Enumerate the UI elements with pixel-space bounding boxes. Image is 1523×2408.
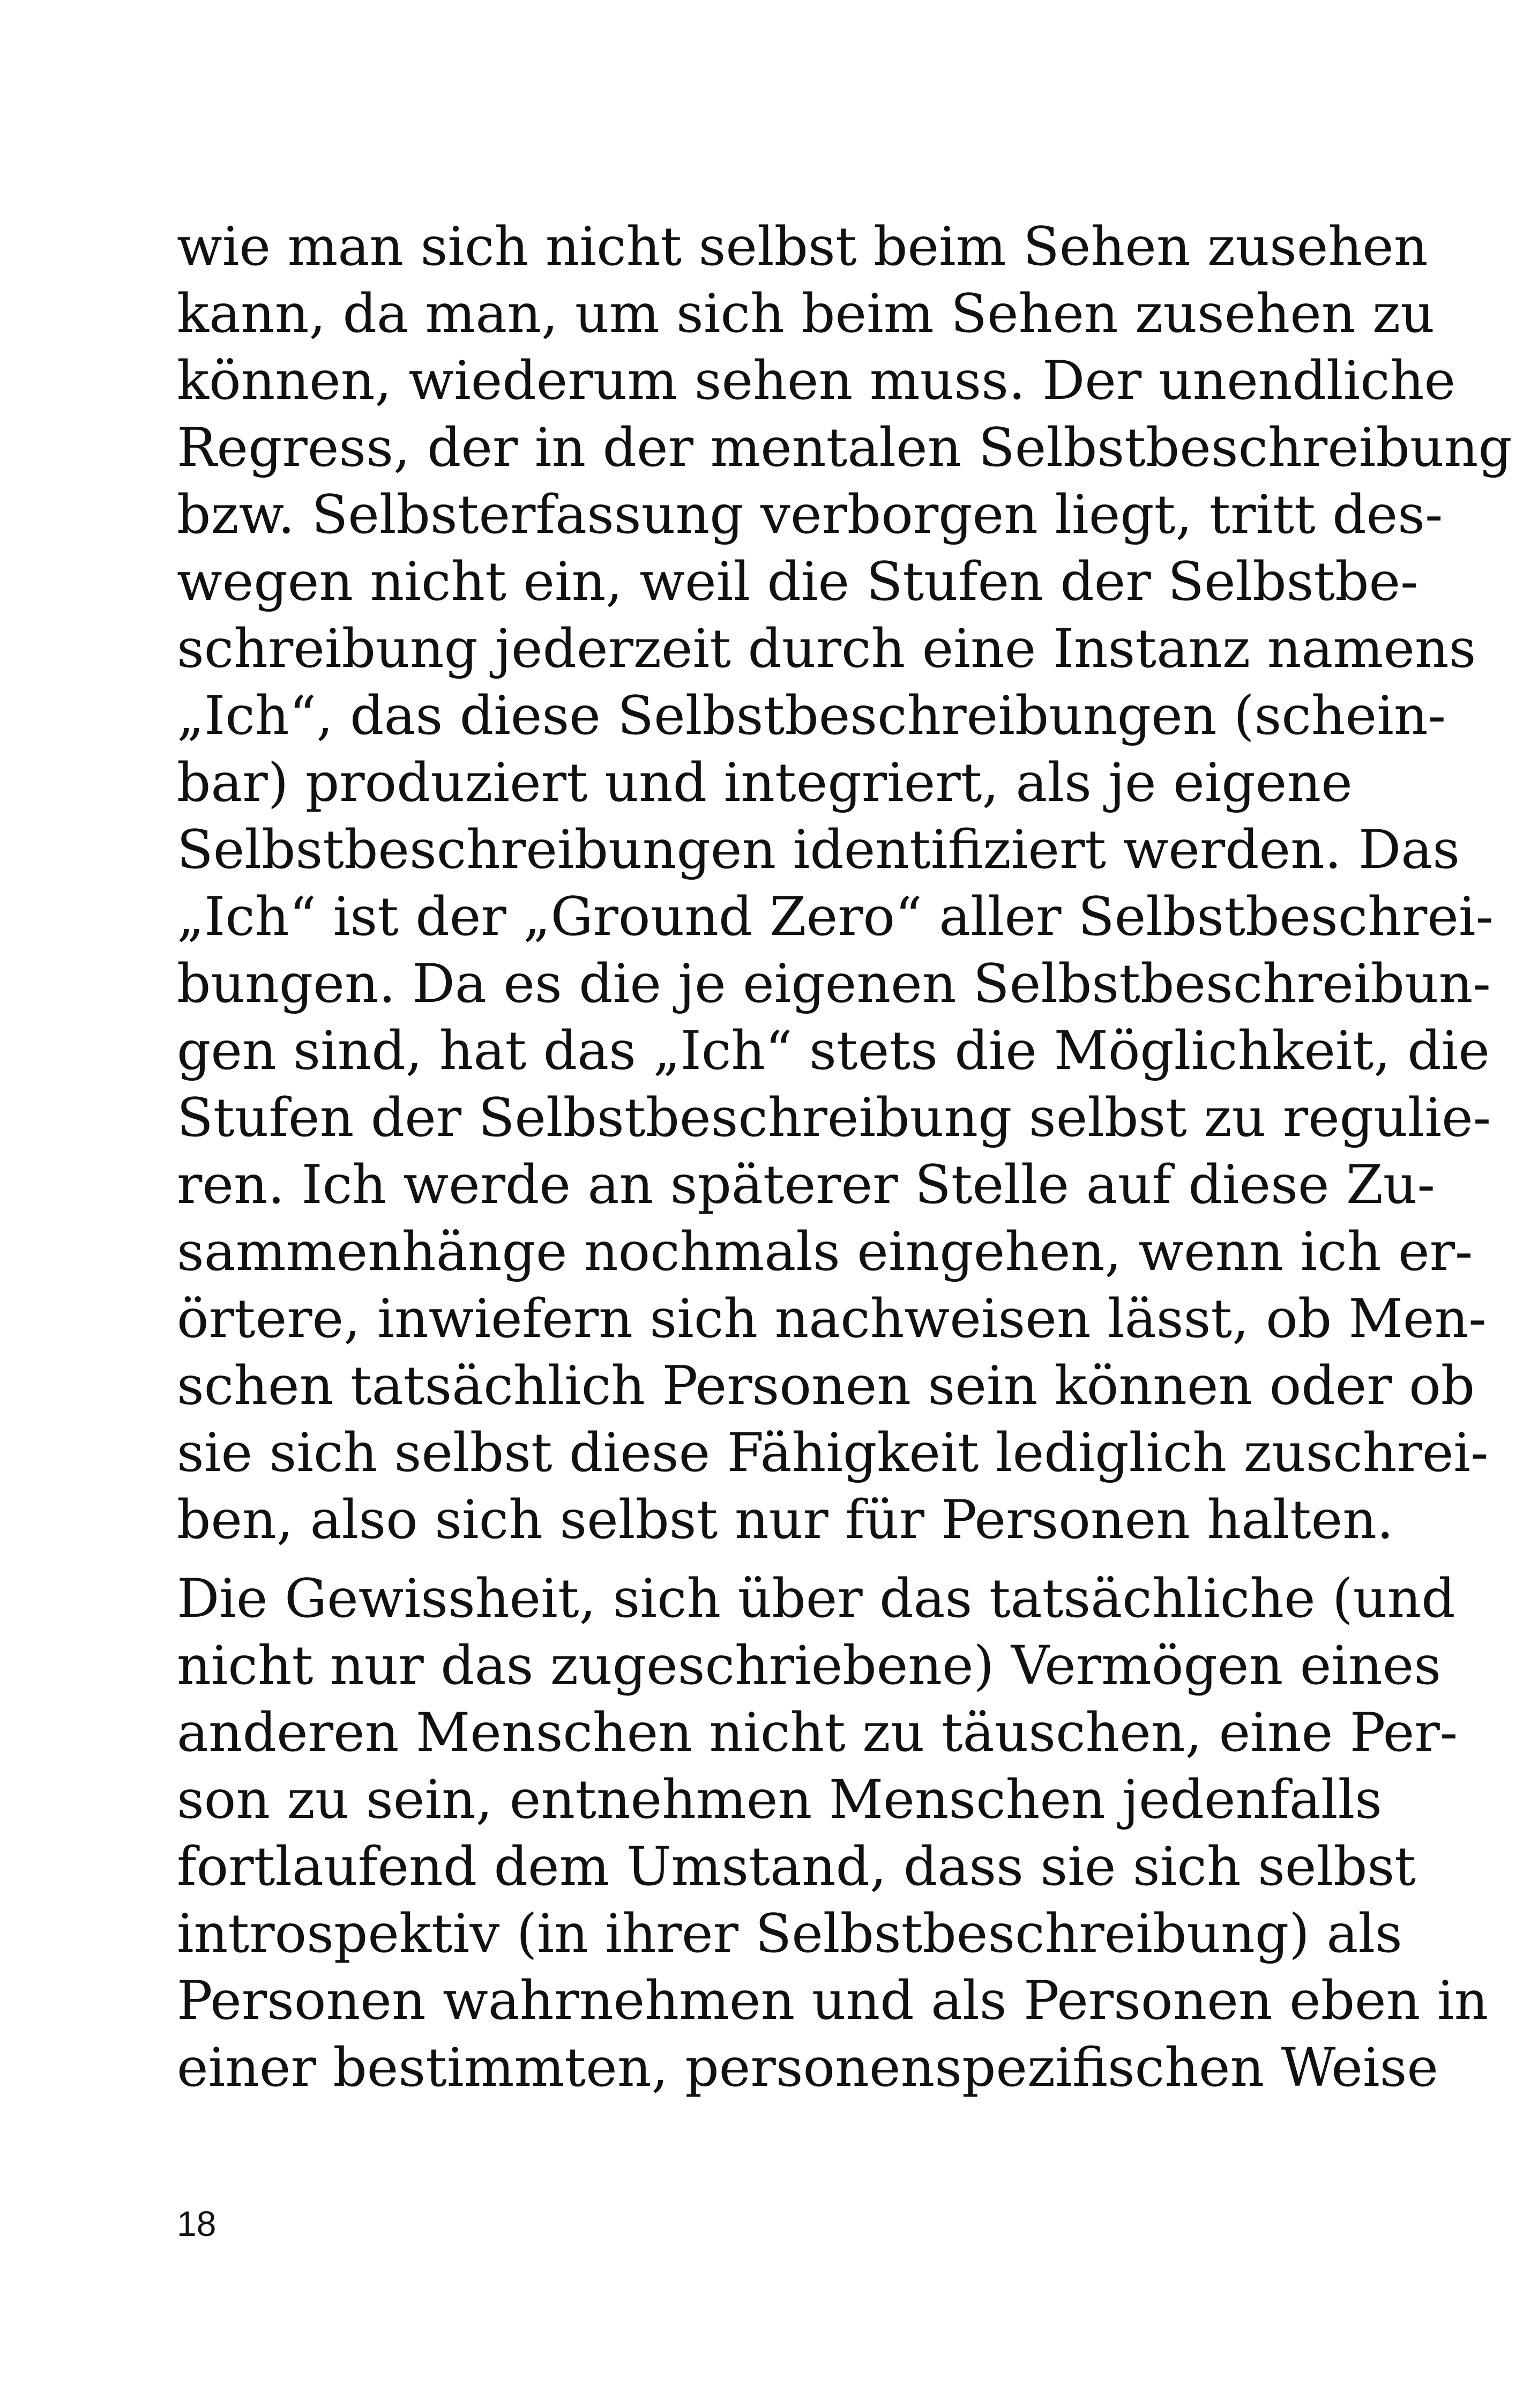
text-line: örtere, inwiefern sich nachweisen lässt, ob Men- xyxy=(177,1288,1487,1350)
text-line: Selbstbeschreibungen identifiziert werden. Das xyxy=(177,819,1460,881)
text-line: schreibung jederzeit durch eine Instanz namens xyxy=(177,618,1476,680)
text-line: „Ich“ ist der „Ground Zero“ aller Selbstbeschrei- xyxy=(177,886,1494,948)
text-line: Regress, der in der mentalen Selbstbeschreibung xyxy=(177,417,1512,479)
paragraph-1 xyxy=(177,213,1512,1554)
text-line: wie man sich nicht selbst beim Sehen zusehen xyxy=(177,216,1428,278)
text-line: Stufen der Selbstbeschreibung selbst zu regulie- xyxy=(177,1087,1491,1149)
text-line: kann, da man, um sich beim Sehen zusehen zu xyxy=(177,283,1435,345)
text-line: introspektiv (in ihrer Selbstbeschreibung) als xyxy=(177,1903,1402,1965)
paragraph-2 xyxy=(177,1565,1489,2101)
text-line: sie sich selbst diese Fähigkeit lediglich zuschrei- xyxy=(177,1422,1489,1484)
text-line: nicht nur das zugeschriebene) Vermögen eines xyxy=(177,1635,1442,1697)
text-line: ren. Ich werde an späterer Stelle auf diese Zu- xyxy=(177,1154,1435,1216)
text-line: son zu sein, entnehmen Menschen jedenfalls xyxy=(177,1769,1383,1831)
text-line: „Ich“, das diese Selbstbeschreibungen (schein- xyxy=(177,685,1446,747)
text-line: ben, also sich selbst nur für Personen halten. xyxy=(177,1489,1394,1551)
text-line: Personen wahrnehmen und als Personen eben in xyxy=(177,1970,1489,2032)
text-line: gen sind, hat das „Ich“ stets die Möglichkeit, die xyxy=(177,1020,1490,1082)
text-line: wegen nicht ein, weil die Stufen der Selbstbe- xyxy=(177,551,1419,613)
text-line: Die Gewissheit, sich über das tatsächliche (und xyxy=(177,1568,1455,1630)
text-line: können, wiederum sehen muss. Der unendliche xyxy=(177,350,1456,412)
text-line: anderen Menschen nicht zu täuschen, eine Per- xyxy=(177,1702,1458,1764)
text-line: bzw. Selbsterfassung verborgen liegt, tritt des- xyxy=(177,484,1443,546)
text-line: bungen. Da es die je eigenen Selbstbeschreibun- xyxy=(177,953,1491,1015)
text-line: fortlaufend dem Umstand, dass sie sich selbst xyxy=(177,1836,1416,1898)
page-number: 18 xyxy=(177,2204,216,2243)
text-line: schen tatsächlich Personen sein können oder ob xyxy=(177,1355,1475,1417)
text-line: einer bestimmten, personenspezifischen Weise xyxy=(177,2037,1439,2099)
text-line: sammenhänge nochmals eingehen, wenn ich er- xyxy=(177,1221,1473,1283)
text-line: bar) produziert und integriert, als je eigene xyxy=(177,752,1353,814)
